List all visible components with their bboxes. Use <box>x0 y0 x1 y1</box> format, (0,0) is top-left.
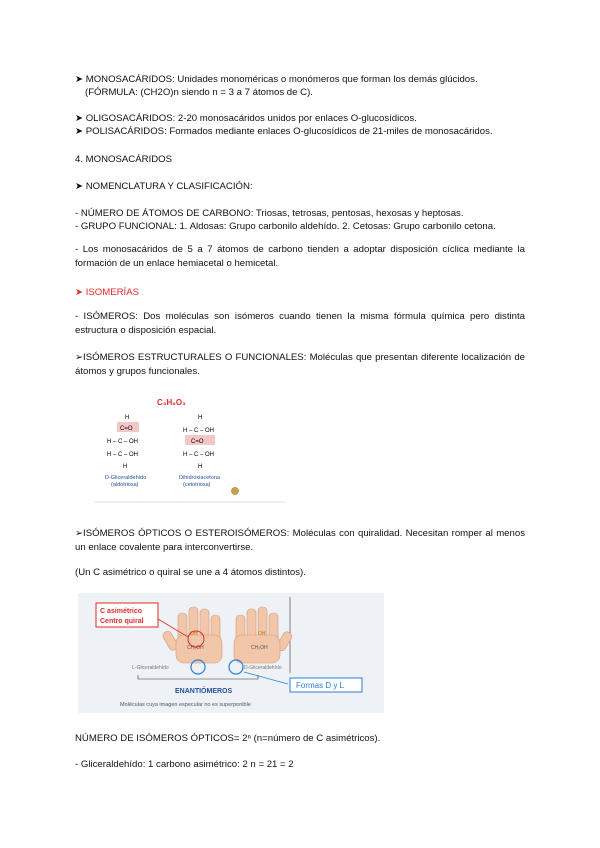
logo-icon <box>231 487 239 495</box>
left-row-1: H – C – OH <box>107 439 139 445</box>
right-caption-1: Dihidroxiacetona <box>179 475 220 481</box>
left-carbonyl: C=O <box>120 426 133 432</box>
left-row-2: H – C – OH <box>107 452 139 458</box>
callout-line-2: Centro quiral <box>100 618 144 625</box>
figure2-caption: Moléculas cuya imagen especular no es superponible <box>120 702 251 708</box>
left-ch2oh: CH₂OH <box>187 645 204 651</box>
right-row-1: H – C – OH <box>183 428 215 434</box>
left-oh: OH <box>190 631 198 637</box>
ciclica-paragraph: - Los monosacáridos de 5 a 7 átomos de carbono tienden a adoptar disposición cíclica mediante la formación de un enlace hemiacetal o hemicetal. <box>75 244 525 269</box>
isomeros-paragraph: - ISÓMEROS: Dos moléculas son isómeros cuando tienen la misma fórmula química pero distinta estructura o disposición espacial. <box>75 311 525 336</box>
oligosacaridos-line: ➤ OLIGOSACÁRIDOS: 2-20 monosacáridos unidos por enlaces O-glucosídicos. <box>75 113 417 124</box>
polisacaridos-line: ➤ POLISACÁRIDOS: Formados mediante enlaces O-glucosídicos de 21-miles de monosacáridos. <box>75 126 493 137</box>
left-h-top: H <box>125 415 130 421</box>
right-carbonyl: C=O <box>191 439 204 445</box>
right-caption-2: (cetotriosa) <box>183 482 211 488</box>
left-caption-2: (aldotriosa) <box>111 482 139 488</box>
formula-line: (FÓRMULA: (CH2O)n siendo n = 3 a 7 átomos de C). <box>85 87 313 98</box>
isomerias-heading: ➤ ISOMERÍAS <box>75 287 140 298</box>
numero-isomeros-line: NÚMERO DE ISÓMEROS ÓPTICOS= 2ⁿ (n=número de C asimétricos). <box>75 733 381 744</box>
forms-label: Formas D y L <box>296 681 345 690</box>
right-h-bottom: H <box>198 464 203 470</box>
opticos-paragraph: ➢ISÓMEROS ÓPTICOS O ESTEROISÓMEROS: Moléculas con quiralidad. Necesitan romper al menos un enlace covalente para interconvertirse. <box>75 528 525 553</box>
right-oh: OH <box>258 631 266 637</box>
left-form-label: L-Gliceraldehído <box>132 665 169 671</box>
callout-line-1: C asimétrico <box>100 608 143 615</box>
quiral-line: (Un C asimétrico o quiral se une a 4 átomos distintos). <box>75 567 306 578</box>
right-form-label: D-Gliceraldehído <box>244 665 282 671</box>
formula-label: C₃H₆O₃ <box>157 398 186 407</box>
enantiomers-label: ENANTIÓMEROS <box>175 688 233 695</box>
estructurales-paragraph: ➢ISÓMEROS ESTRUCTURALES O FUNCIONALES: Moléculas que presentan diferente localización de átomos y grupos funcionales. <box>75 352 525 377</box>
right-ch2oh: CH₂OH <box>251 645 268 651</box>
section-heading-monosacaridos: 4. MONOSACÁRIDOS <box>75 154 173 165</box>
structural-isomers-figure <box>95 395 290 507</box>
grupo-funcional-line: - GRUPO FUNCIONAL: 1. Aldosas: Grupo carbonilo aldehído. 2. Cetosas: Grupo carbonilo cetona. <box>75 221 496 232</box>
left-caption-1: D-Gliceraldehído <box>105 475 147 481</box>
numero-carbono-line: - NÚMERO DE ÁTOMOS DE CARBONO: Triosas, tetrosas, pentosas, hexosas y heptosas. <box>75 208 464 219</box>
left-h-bottom: H <box>123 464 128 470</box>
monosacaridos-line: ➤ MONOSACÁRIDOS: Unidades monoméricas o monómeros que forman los demás glúcidos. <box>75 74 478 85</box>
gliceraldehido-line: - Gliceraldehído: 1 carbono asimétrico: 2 n = 21 = 2 <box>75 759 294 770</box>
right-row-3: H – C – OH <box>183 452 215 458</box>
right-h-top: H <box>198 415 203 421</box>
enantiomers-figure <box>78 593 384 713</box>
nomenclatura-heading: ➤ NOMENCLATURA Y CLASIFICACIÓN: <box>75 181 253 192</box>
